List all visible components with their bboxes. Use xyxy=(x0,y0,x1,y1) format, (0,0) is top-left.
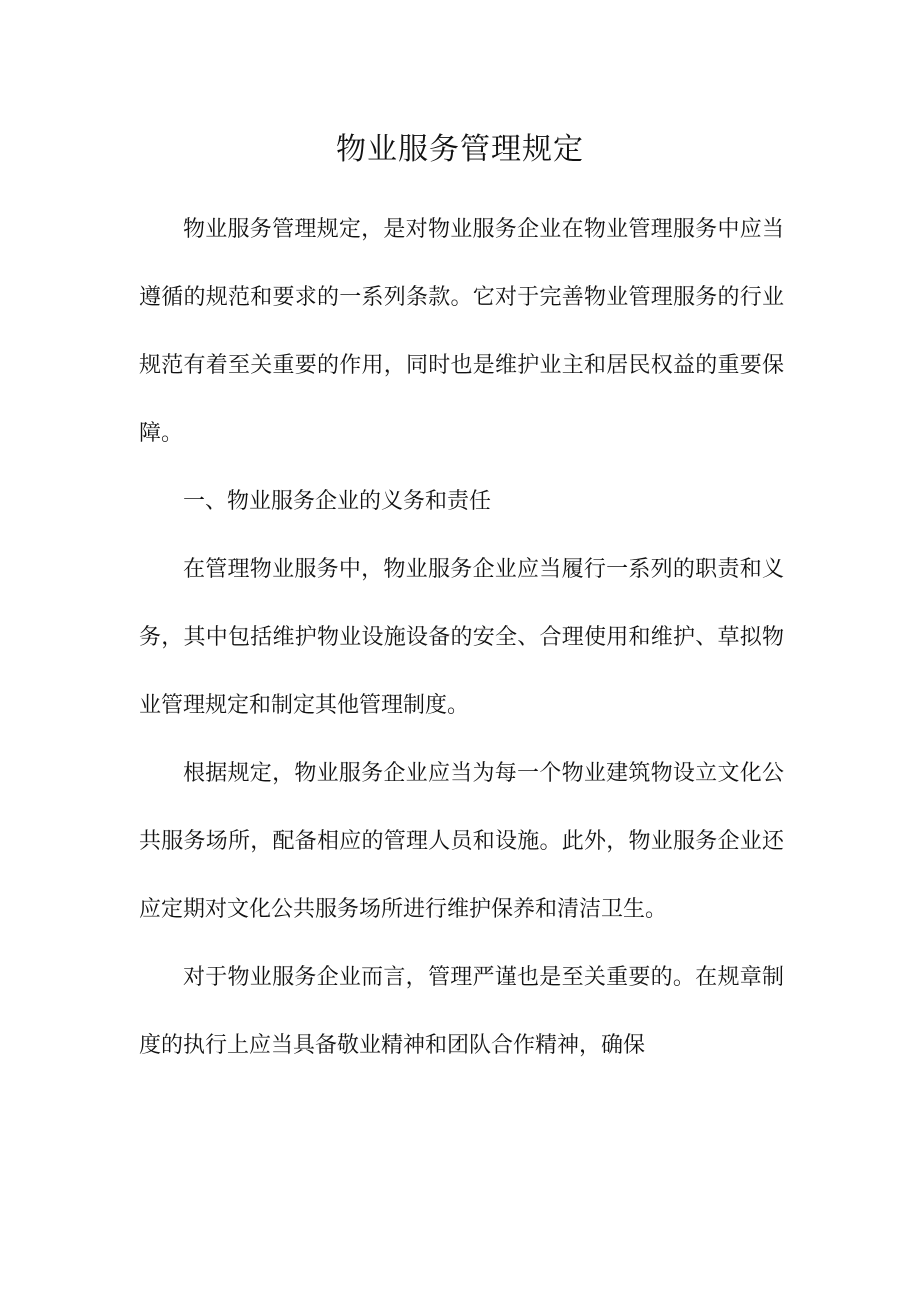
paragraph-duties: 在管理物业服务中，物业服务企业应当履行一系列的职责和义务，其中包括维护物业设施设备的安全、合理使用和维护、草拟物业管理规定和制定其他管理制度。 xyxy=(139,557,784,718)
paragraph-facilities: 根据规定，物业服务企业应当为每一个物业建筑物设立文化公共服务场所，配备相应的管理人员和设施。此外，物业服务企业还应定期对文化公共服务场所进行维护保养和清洁卫生。 xyxy=(139,761,784,922)
paragraph-intro: 物业服务管理规定，是对物业服务企业在物业管理服务中应当遵循的规范和要求的一系列条款。它对于完善物业管理服务的行业规范有着至关重要的作用，同时也是维护业主和居民权益的重要保障。 xyxy=(139,217,784,446)
document-title: 物业服务管理规定 xyxy=(336,132,584,167)
document-body xyxy=(139,196,784,1080)
section-heading-obligations: 一、物业服务企业的义务和责任 xyxy=(183,489,492,514)
paragraph-management: 对于物业服务企业而言，管理严谨也是至关重要的。在规章制度的执行上应当具备敬业精神和团队合作精神，确保 xyxy=(139,965,784,1058)
